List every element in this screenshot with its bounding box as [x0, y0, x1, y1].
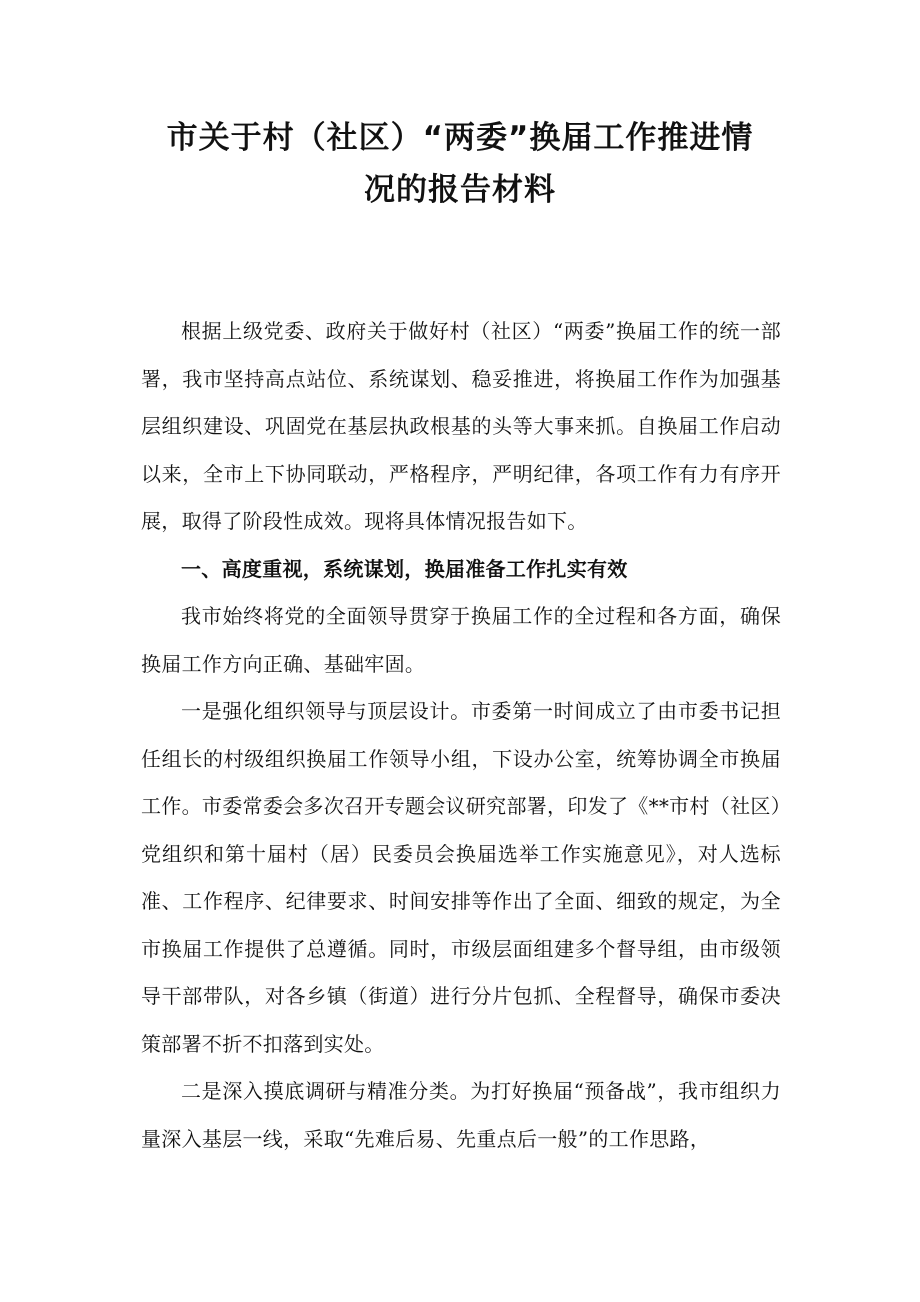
title-line-2: 况的报告材料 [364, 172, 556, 208]
point-1-paragraph: 一是强化组织领导与顶层设计。市委第一时间成立了由市委书记担任组长的村级组织换届工作领导小组，下设办公室，统筹协调全市换届工作。市委常委会多次召开专题会议研究部署，印发了《**市村（社区）党组织和第十届村（居）民委员会换届选举工作实施意见》，对人选标准、工作程序、纪律要求、时间安排等作出了全面、细致的规定，为全市换届工作提供了总遵循。同时，市级层面组建多个督导组，由市级领导干部带队，对各乡镇（街道）进行分片包抓、全程督导，确保市委决策部署不折不扣落到实处。 [141, 699, 781, 1056]
document-title [110, 112, 810, 216]
point-2-paragraph: 二是深入摸底调研与精准分类。为打好换届“预备战”，我市组织力量深入基层一线，采取“先难后易、先重点后一般”的工作思路， [141, 1079, 781, 1151]
title-line-1: 市关于村（社区）“两委”换届工作推进情 [166, 120, 754, 156]
section-heading-1: 一、高度重视，系统谋划，换届准备工作扎实有效 [181, 556, 628, 581]
intro-paragraph: 根据上级党委、政府关于做好村（社区）“两委”换届工作的统一部署，我市坚持高点站位、系统谋划、稳妥推进，将换届工作作为加强基层组织建设、巩固党在基层执政根基的头等大事来抓。自换届工作启动以来，全市上下协同联动，严格程序，严明纪律，各项工作有力有序开展，取得了阶段性成效。现将具体情况报告如下。 [141, 319, 781, 533]
document-body [141, 308, 781, 1163]
section-1-intro-paragraph: 我市始终将党的全面领导贯穿于换届工作的全过程和各方面，确保换届工作方向正确、基础牢固。 [141, 604, 781, 676]
